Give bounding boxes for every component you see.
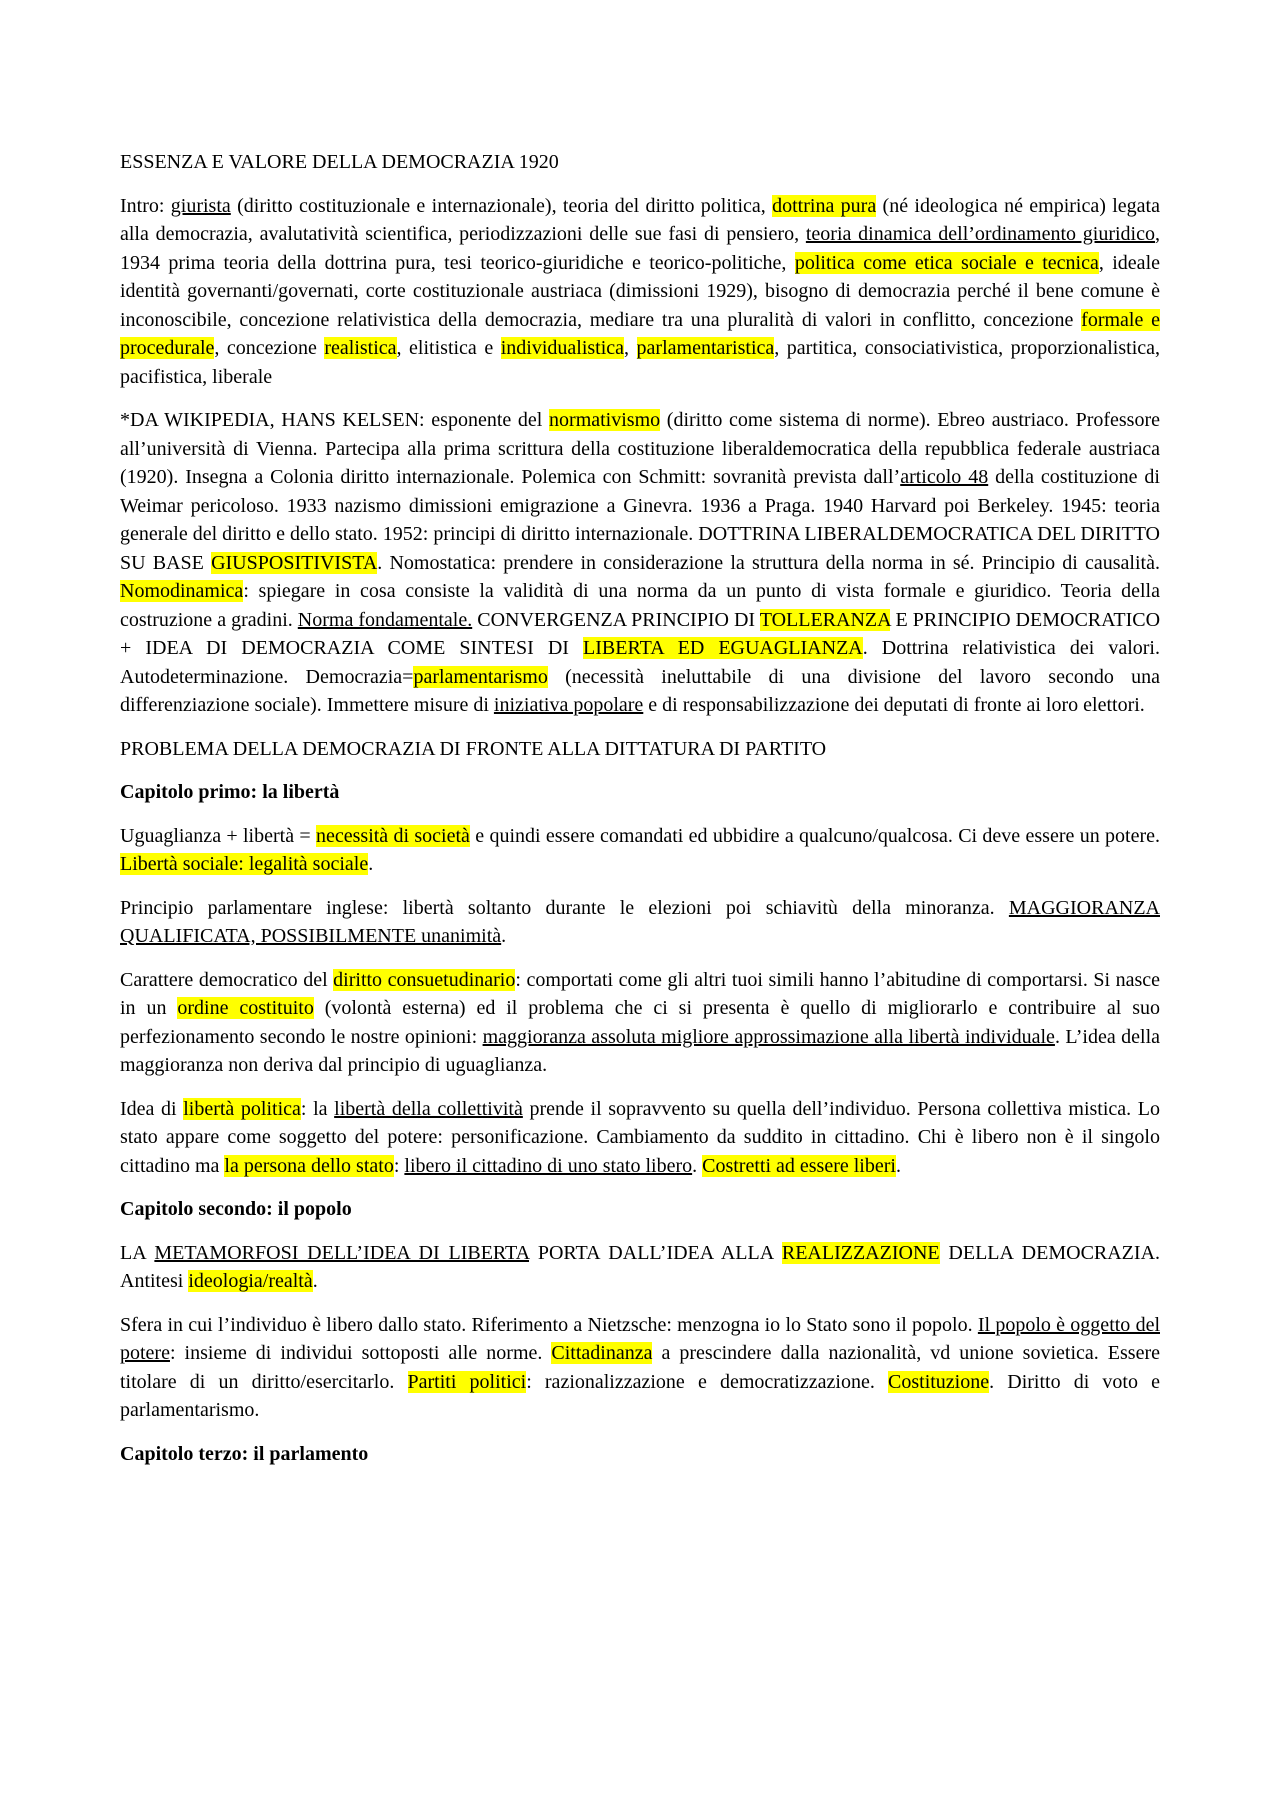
underlined-text: maggioranza assoluta migliore approssimazione alla libertà individuale	[482, 1025, 1055, 1048]
highlighted-text: necessità di società	[316, 824, 470, 847]
text-run: . Dottrina relativistica dei valori. Autodeterminazione. Democrazia=	[120, 637, 1160, 688]
chapter-1-paragraph-2	[120, 894, 1160, 951]
text-run: Carattere democratico del	[120, 968, 334, 991]
highlighted-text: Nomodinamica	[120, 580, 244, 602]
highlighted-text: Costretti ad essere liberi	[702, 1154, 896, 1177]
text-run: (né ideologica né empirica) legata alla democrazia, avalutatività scientifica, periodizzazioni delle sue fasi di pensiero,	[120, 194, 1160, 245]
text-run: Idea di	[120, 1097, 184, 1120]
highlighted-text: la persona dello stato	[224, 1154, 394, 1177]
highlighted-text: individualistica	[500, 337, 625, 359]
document-title: ESSENZA E VALORE DELLA DEMOCRAZIA 1920	[120, 151, 559, 173]
underlined-text: METAMORFOSI DELL’IDEA DI LIBERTA	[154, 1241, 530, 1264]
text-run: :	[393, 1154, 405, 1177]
wikipedia-paragraph	[120, 406, 1160, 720]
text-run: . Diritto di voto e parlamentarismo.	[120, 1370, 1161, 1421]
underlined-text: teoria dinamica dell’ordinamento giuridico	[805, 223, 1155, 245]
chapter-1-paragraph-4	[120, 1095, 1160, 1181]
underlined-text: articolo 48	[900, 466, 989, 488]
text-run: (diritto costituzionale e internazionale), teoria del diritto politica,	[230, 194, 773, 217]
highlighted-text: Cittadinanza	[551, 1342, 653, 1364]
text-run: . Nomostatica: prendere in considerazione la struttura della norma in sé. Principio di causalità.	[377, 551, 1160, 574]
highlighted-text: diritto consuetudinario	[333, 968, 516, 991]
intro-paragraph	[120, 192, 1160, 392]
highlighted-text: Partiti politici	[407, 1370, 527, 1393]
underlined-text: libertà della collettività	[334, 1097, 523, 1120]
highlighted-text: LIBERTA ED EGUAGLIANZA	[583, 637, 863, 659]
section-title: PROBLEMA DELLA DEMOCRAZIA DI FRONTE ALLA DITTATURA DI PARTITO	[120, 737, 827, 760]
text-run: Intro:	[120, 194, 171, 217]
text-run: e quindi essere comandati ed ubbidire a qualcuno/qualcosa. Ci deve essere un potere.	[469, 824, 1160, 847]
highlighted-text: dottrina pura	[772, 194, 877, 217]
document-page	[120, 148, 1160, 1483]
chapter-1-heading: Capitolo primo: la libertà	[120, 781, 340, 803]
underlined-text: MAGGIORANZA QUALIFICATA, POSSIBILMENTE unanimità	[120, 896, 1160, 947]
text-run: .	[501, 925, 507, 947]
text-run: , partitica, consociativistica, proporzionalistica, pacifistica, liberale	[120, 337, 1161, 388]
text-run: LA	[120, 1241, 155, 1264]
text-run: (diritto come sistema di norme). Ebreo austriaco. Professore all’università di Vienna. Partecipa alla prima scrittura della costituzione liberaldemocratica della repubblica federale austriaca (1920). Insegna a Colonia diritto internazionale. Polemica con Schmitt: sovranità prevista dall’	[120, 409, 1160, 488]
text-run: prende il sopravvento su quella dell’individuo. Persona collettiva mistica. Lo stato appare come soggetto del potere: personificazione. Cambiamento da suddito in cittadino. Chi è libero non è il singolo cittadino ma	[120, 1097, 1160, 1177]
underlined-text: libero il cittadino di uno stato libero	[404, 1154, 693, 1177]
highlighted-text: parlamentarismo	[413, 665, 548, 688]
text-run: , elitistica e	[396, 337, 501, 359]
highlighted-text: TOLLERANZA	[759, 608, 891, 631]
underlined-text: Il popolo è oggetto del potere	[120, 1313, 1160, 1364]
text-run: : la	[300, 1097, 335, 1120]
text-run: DELLA DEMOCRAZIA. Antitesi	[120, 1241, 1161, 1292]
text-run: : razionalizzazione e democratizzazione.	[526, 1370, 889, 1393]
text-run: , ideale identità governanti/governati, corte costituzionale austriaca (dimissioni 1929), bisogno di democrazia perché il bene comune è inconoscibile, concezione relativistica della democrazia, mediare tra una pluralità di valori in conflitto, concezione	[120, 251, 1160, 331]
text-run: , concezione	[214, 337, 325, 359]
text-run: ,	[624, 337, 637, 359]
highlighted-text: Libertà sociale: legalità sociale	[120, 853, 369, 875]
highlighted-text: libertà politica	[183, 1097, 301, 1120]
text-run: .	[895, 1154, 901, 1177]
text-run: CONVERGENZA PRINCIPIO DI	[472, 608, 760, 631]
highlighted-text: GIUSPOSITIVISTA	[211, 551, 378, 574]
text-run: . L’idea della maggioranza non deriva dal principio di uguaglianza.	[120, 1025, 1161, 1076]
text-run: della costituzione di Weimar pericoloso. 1933 nazismo dimissioni emigrazione a Ginevra. 1936 a Praga. 1940 Harvard poi Berkeley. 1945: teoria generale del diritto e dello stato. 1952: principi di diritto internazionale. DOTTRINA LIBERALDEMOCRATICA DEL DIRITTO SU BASE	[120, 466, 1160, 574]
text-run: Uguaglianza + libertà =	[120, 824, 316, 847]
chapter-1-paragraph-1	[120, 822, 1160, 879]
text-run: e di responsabilizzazione dei deputati di fronte ai loro elettori.	[643, 694, 1145, 716]
highlighted-text: normativismo	[549, 409, 661, 431]
underlined-text: giurista	[170, 194, 231, 217]
highlighted-text: ideologia/realtà	[188, 1270, 313, 1292]
text-run: PORTA DALL’IDEA ALLA	[529, 1241, 782, 1264]
text-run: E PRINCIPIO DEMOCRATICO + IDEA DI DEMOCRAZIA COME SINTESI DI	[120, 608, 1161, 659]
highlighted-text: politica come etica sociale e tecnica	[794, 251, 1099, 274]
chapter-1-paragraph-3	[120, 966, 1160, 1080]
text-run: : comportati come gli altri tuoi simili hanno l’abitudine di comportarsi. Si nasce in un	[120, 968, 1160, 1019]
highlighted-text: ordine costituito	[177, 997, 314, 1019]
highlighted-text: Costituzione	[888, 1370, 990, 1393]
text-run: .	[312, 1270, 318, 1292]
text-run: : spiegare in cosa consiste la validità di una norma da un punto di vista formale e giuridico. Teoria della costruzione a gradini.	[120, 580, 1160, 631]
underlined-text: Norma fondamentale.	[297, 608, 473, 631]
text-run: Principio parlamentare inglese: libertà soltanto durante le elezioni poi schiavitù della minoranza.	[120, 896, 1009, 919]
text-run: a prescindere dalla nazionalità, vd unione sovietica. Essere titolare di un diritto/esercitarlo.	[120, 1342, 1160, 1393]
chapter-2-paragraph-1	[120, 1239, 1160, 1296]
text-run: : insieme di individui sottoposti alle norme.	[169, 1342, 552, 1364]
text-run: .	[692, 1154, 703, 1177]
text-run: (necessità ineluttabile di una divisione del lavoro secondo una differenziazione sociale). Immettere misure di	[120, 665, 1160, 716]
chapter-2-paragraph-2	[120, 1311, 1160, 1425]
text-run: *DA WIKIPEDIA, HANS KELSEN: esponente del	[120, 409, 550, 431]
text-run: Sfera in cui l’individuo è libero dallo stato. Riferimento a Nietzsche: menzogna io lo Stato sono il popolo.	[120, 1313, 978, 1336]
text-run: (volontà esterna) ed il problema che ci si presenta è quello di migliorarlo e contribuire al suo perfezionamento secondo le nostre opinioni:	[120, 997, 1161, 1048]
highlighted-text: REALIZZAZIONE	[781, 1241, 940, 1264]
highlighted-text: formale e procedurale	[120, 308, 1160, 359]
chapter-2-heading: Capitolo secondo: il popolo	[120, 1198, 352, 1220]
text-run: .	[368, 853, 374, 875]
highlighted-text: realistica	[324, 337, 397, 359]
underlined-text: iniziativa popolare	[493, 694, 644, 716]
highlighted-text: parlamentaristica	[636, 337, 775, 359]
chapter-3-heading: Capitolo terzo: il parlamento	[120, 1442, 369, 1465]
text-run: , 1934 prima teoria della dottrina pura, tesi teorico-giuridiche e teorico-politiche,	[120, 223, 1160, 274]
